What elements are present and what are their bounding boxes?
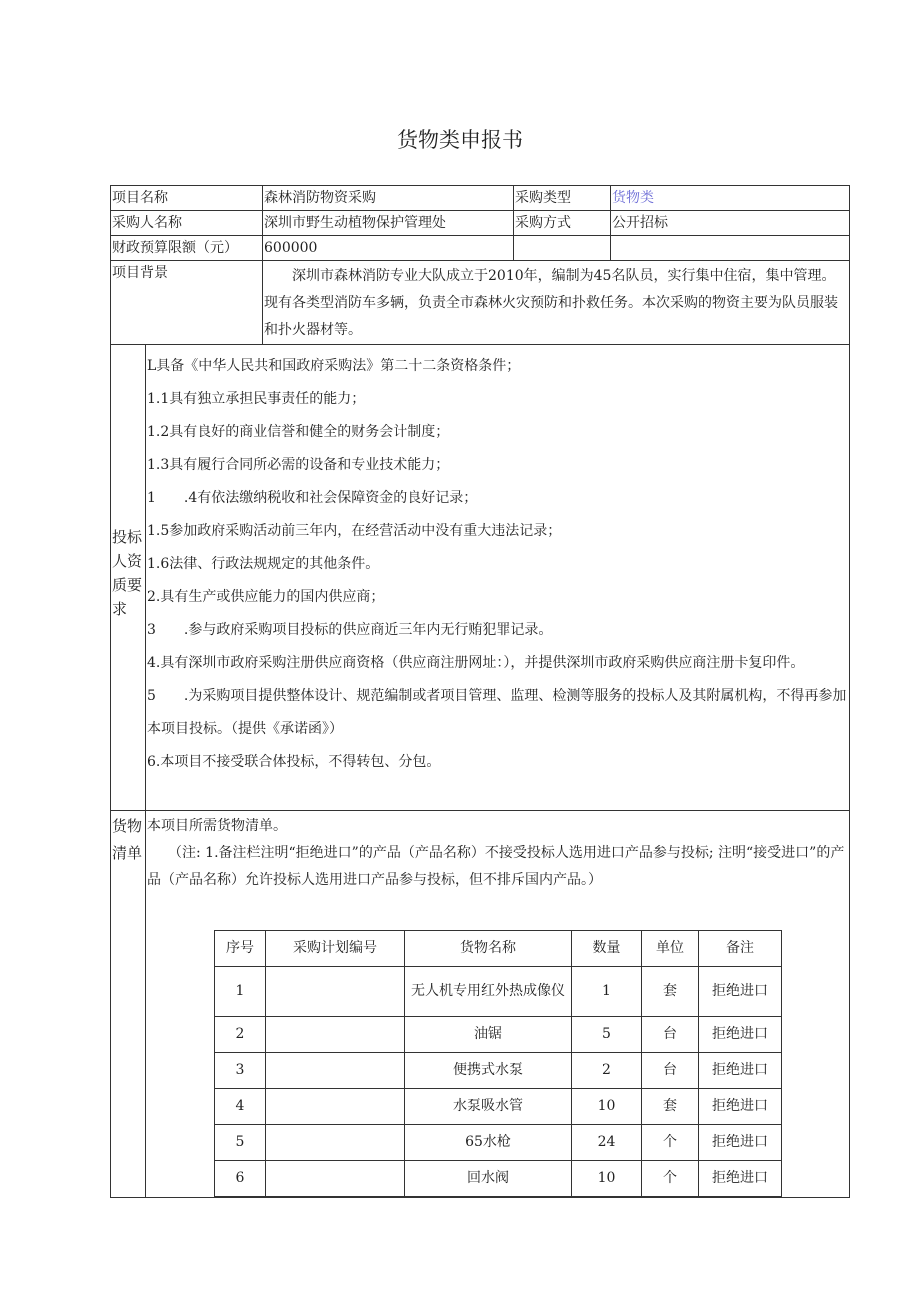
goods-label: 货物清单 [111,811,146,1198]
qualification-item: 1.5参加政府采购活动前三年内，在经营活动中没有重大违法记录； [147,523,562,539]
goods-cell [266,1053,405,1089]
buyer-label: 采购人名称 [111,211,263,236]
goods-cell: 5 [572,1017,642,1053]
goods-cell: 65水枪 [405,1125,572,1161]
qualification-item: 4.具有深圳市政府采购注册供应商资格（供应商注册网址：），并提供深圳市政府采购供应商注册卡复印件。 [147,655,805,671]
header-cell: 单位 [642,931,699,967]
goods-cell: 5 [215,1125,266,1161]
qualification-item: 1.3具有履行合同所必需的设备和专业技术能力； [147,457,450,473]
goods-row [215,1125,782,1161]
goods-cell: 拒绝进口 [699,1053,782,1089]
goods-cell [266,1017,405,1053]
goods-cell: 台 [642,1017,699,1053]
goods-cell: 回水阀 [405,1161,572,1197]
buyer-value: 深圳市野生动植物保护管理处 [263,211,514,236]
qualification-item: 2.具有生产或供应能力的国内供应商； [147,589,385,605]
goods-cell: 6 [215,1161,266,1197]
application-form-table [110,185,850,1198]
goods-cell: 个 [642,1125,699,1161]
goods-note: （注: 1.备注栏注明“拒绝进口”的产品（产品名称）不接受投标人选用进口产品参与投标; 注明“接受进口”的产品（产品名称）允许投标人选用进口产品参与投标，但不排斥国内产品。） [147,845,845,888]
background-label: 项目背景 [111,261,263,345]
goods-row [215,1017,782,1053]
project-name-label: 项目名称 [111,186,263,211]
type-value: 货物类 [611,186,850,211]
header-cell: 采购计划编号 [266,931,405,967]
goods-cell: 2 [215,1017,266,1053]
qualification-item: 1.6法律、行政法规规定的其他条件。 [147,556,380,572]
goods-cell: 3 [215,1053,266,1089]
header-cell: 数量 [572,931,642,967]
type-label: 采购类型 [514,186,611,211]
method-value: 公开招标 [611,211,850,236]
goods-cell: 台 [642,1053,699,1089]
header-cell: 货物名称 [405,931,572,967]
qualification-item: L具备《中华人民共和国政府采购法》第二十二条资格条件； [147,358,521,374]
qualification-label: 投标人资质要求 [111,345,146,811]
background-text: 深圳市森林消防专业大队成立于2010年，编制为45名队员，实行集中住宿，集中管理。现有各类型消防车多辆，负责全市森林火灾预防和扑救任务。本次采购的物资主要为队员服装和扑火器材等。 [263,261,850,345]
goods-intro: 本项目所需货物清单。 [147,818,287,834]
qualification-item: 1.1具有独立承担民事责任的能力； [147,391,366,407]
goods-cell: 10 [572,1161,642,1197]
goods-row [215,1053,782,1089]
goods-cell: 拒绝进口 [699,1089,782,1125]
goods-cell: 拒绝进口 [699,1161,782,1197]
goods-cell: 4 [215,1089,266,1125]
goods-cell: 个 [642,1161,699,1197]
goods-cell: 2 [572,1053,642,1089]
goods-cell: 便携式水泵 [405,1053,572,1089]
goods-cell: 套 [642,1089,699,1125]
goods-section [146,811,850,1198]
qualification-list [146,345,850,811]
goods-cell: 套 [642,967,699,1017]
qualification-item: 1.2具有良好的商业信誉和健全的财务会计制度； [147,424,450,440]
qualification-item: 3 .参与政府采购项目投标的供应商近三年内无行贿犯罪记录。 [147,622,553,638]
qualification-item: 5 .为采购项目提供整体设计、规范编制或者项目管理、监理、检测等服务的投标人及其附属机构，不得再参加本项目投标。（提供《承诺函》） [147,688,847,737]
goods-cell: 油锯 [405,1017,572,1053]
header-cell: 备注 [699,931,782,967]
empty-cell [514,236,611,261]
goods-header-row [215,931,782,967]
goods-row [215,1161,782,1197]
project-name-value: 森林消防物资采购 [263,186,514,211]
goods-cell: 拒绝进口 [699,967,782,1017]
qualification-item: 6.本项目不接受联合体投标，不得转包、分包。 [147,754,441,770]
goods-cell [266,967,405,1017]
goods-cell [266,1161,405,1197]
qualification-item: 1 .4有依法缴纳税收和社会保障资金的良好记录； [147,490,478,506]
goods-cell [266,1089,405,1125]
goods-row [215,967,782,1017]
goods-cell: 1 [215,967,266,1017]
method-label: 采购方式 [514,211,611,236]
goods-table [214,930,782,1197]
goods-cell: 10 [572,1089,642,1125]
page-title: 货物类申报书 [397,128,523,152]
goods-cell: 无人机专用红外热成像仪 [405,967,572,1017]
goods-row [215,1089,782,1125]
goods-cell: 水泵吸水管 [405,1089,572,1125]
goods-cell: 拒绝进口 [699,1017,782,1053]
budget-value: 600000 [263,236,514,261]
budget-label: 财政预算限额（元） [111,236,263,261]
goods-cell [266,1125,405,1161]
empty-cell [611,236,850,261]
goods-cell: 拒绝进口 [699,1125,782,1161]
goods-cell: 1 [572,967,642,1017]
header-cell: 序号 [215,931,266,967]
goods-cell: 24 [572,1125,642,1161]
